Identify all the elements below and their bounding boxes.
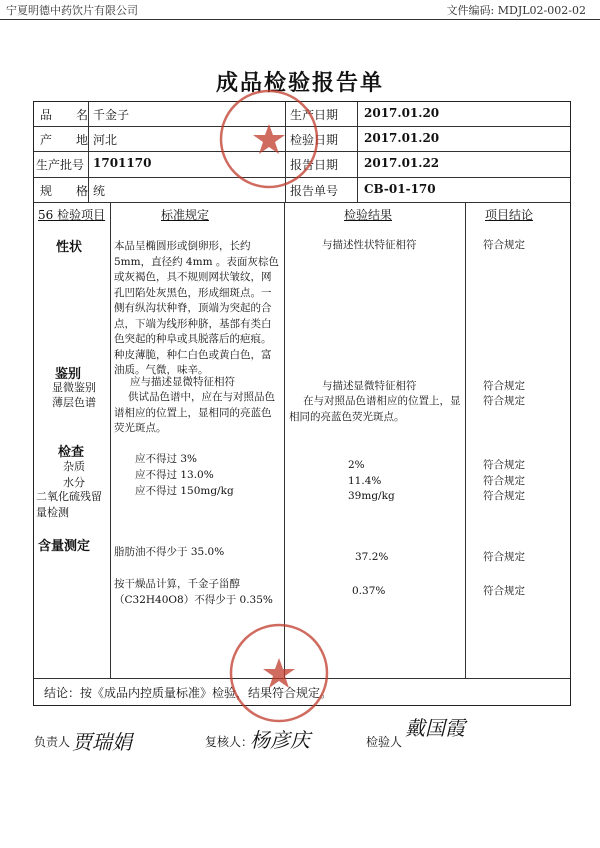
reviewer-label: 复核人： (205, 735, 254, 749)
col-divider (284, 202, 285, 678)
report-number-value: CB-01-170 (364, 182, 436, 196)
inspection-date-value: 2017.01.20 (364, 131, 440, 145)
impurity-conclusion: 符合规定 (483, 459, 525, 471)
fat-oil-conclusion: 符合规定 (483, 551, 525, 563)
batch-value: 1701170 (93, 156, 152, 170)
microscopic-conclusion: 符合规定 (483, 380, 525, 392)
identification-title: 鉴别 (55, 367, 82, 382)
microscopic-label: 显微鉴别 (52, 381, 96, 394)
page-title: 成品检验报告单 (215, 71, 384, 96)
result-column-header: 检验结果 (344, 208, 393, 222)
tlc-conclusion: 符合规定 (483, 395, 525, 407)
report-number-label: 报告单号 (290, 184, 339, 198)
appearance-conclusion: 符合规定 (483, 239, 525, 251)
standard-column-header: 标准规定 (161, 208, 210, 222)
reviewer-signature: 杨彦庆 (250, 728, 310, 752)
company-name: 宁夏明德中药饮片有限公司 (6, 4, 138, 17)
sterol-conclusion: 符合规定 (483, 585, 525, 597)
origin-label: 产 地 (40, 133, 89, 147)
fat-oil-standard: 脂肪油不得少于 35.0% (114, 546, 225, 558)
inspection-date-label: 检验日期 (290, 133, 339, 147)
moisture-result: 11.4% (348, 475, 382, 487)
inspector-signature: 戴国霞 (405, 716, 465, 740)
tlc-standard: 供试品色谱中，应在与对照品色谱相应的位置上，显相同的亮蓝色荧光斑点。 (114, 391, 275, 434)
batch-label: 生产批号 (36, 158, 85, 172)
spec-label: 规 格 (40, 184, 89, 198)
product-value: 千金子 (93, 108, 130, 122)
impurity-result: 2% (348, 459, 365, 471)
fat-oil-result: 37.2% (355, 551, 389, 563)
col-divider (88, 102, 89, 202)
inspector-label: 检验人 (366, 735, 403, 749)
appearance-title: 性状 (56, 240, 83, 255)
col-divider (465, 202, 466, 678)
impurity-standard: 应不得过 3% (135, 453, 197, 465)
report-date-value: 2017.01.22 (364, 156, 440, 170)
tlc-label: 薄层色谱 (52, 396, 96, 409)
so2-standard: 应不得过 150mg/kg (135, 485, 234, 497)
header-divider (0, 19, 600, 20)
so2-result: 39mg/kg (348, 490, 395, 502)
moisture-standard: 应不得过 13.0% (135, 469, 214, 481)
assay-title: 含量测定 (38, 539, 91, 554)
responsible-signature: 贾瑞娟 (72, 730, 132, 754)
row-divider (34, 202, 570, 203)
spec-value: 统 (93, 184, 106, 198)
moisture-label: 水分 (63, 476, 85, 489)
final-conclusion: 结论：按《成品内控质量标准》检验，结果符合规定。 (44, 686, 333, 700)
product-label: 品 名 (40, 108, 89, 122)
moisture-conclusion: 符合规定 (483, 475, 525, 487)
microscopic-result: 与描述显微特征相符 (322, 380, 417, 392)
inspection-title: 检查 (58, 445, 85, 460)
tlc-result: 在与对照品色谱相应的位置上，显相同的亮蓝色荧光斑点。 (289, 395, 461, 423)
responsible-label: 负责人 (34, 735, 71, 749)
quality-seal-bottom (224, 618, 334, 728)
origin-value: 河北 (93, 133, 118, 147)
production-date-value: 2017.01.20 (364, 106, 440, 120)
col-divider (110, 202, 111, 678)
document-number: 文件编码: MDJL02-002-02 (446, 4, 586, 17)
quality-seal-top (214, 84, 324, 194)
conclusion-column-header: 项目结论 (485, 208, 534, 222)
report-date-label: 报告日期 (290, 158, 339, 172)
impurity-label: 杂质 (63, 460, 85, 473)
sterol-standard: 按干燥品计算，千金子甾醇（C32H40O8）不得少于 0.35% (114, 578, 273, 606)
appearance-standard: 本品呈椭圆形或倒卵形，长约 5mm，直径约 4mm 。表面灰棕色或灰褐色，具不规则网状皱纹，网孔凹陷处灰黑色，形成细斑点。一侧有纵沟状种脊，顶端为突起的合点，下端为线形种脐，基部有类白色突起的种阜或具脱落后的疤痕。种皮薄脆，种仁白色或黄白色，富油质。气微，味辛。 (114, 240, 279, 376)
so2-conclusion: 符合规定 (483, 490, 525, 502)
appearance-result: 与描述性状特征相符 (322, 239, 417, 251)
microscopic-standard: 应与描述显微特征相符 (130, 376, 235, 388)
col-divider (357, 102, 358, 202)
sterol-result: 0.37% (352, 585, 386, 597)
production-date-label: 生产日期 (290, 108, 339, 122)
item-column-header: 56 检验项目 (38, 208, 106, 222)
so2-label: 二氧化硫残留量检测 (36, 490, 102, 519)
